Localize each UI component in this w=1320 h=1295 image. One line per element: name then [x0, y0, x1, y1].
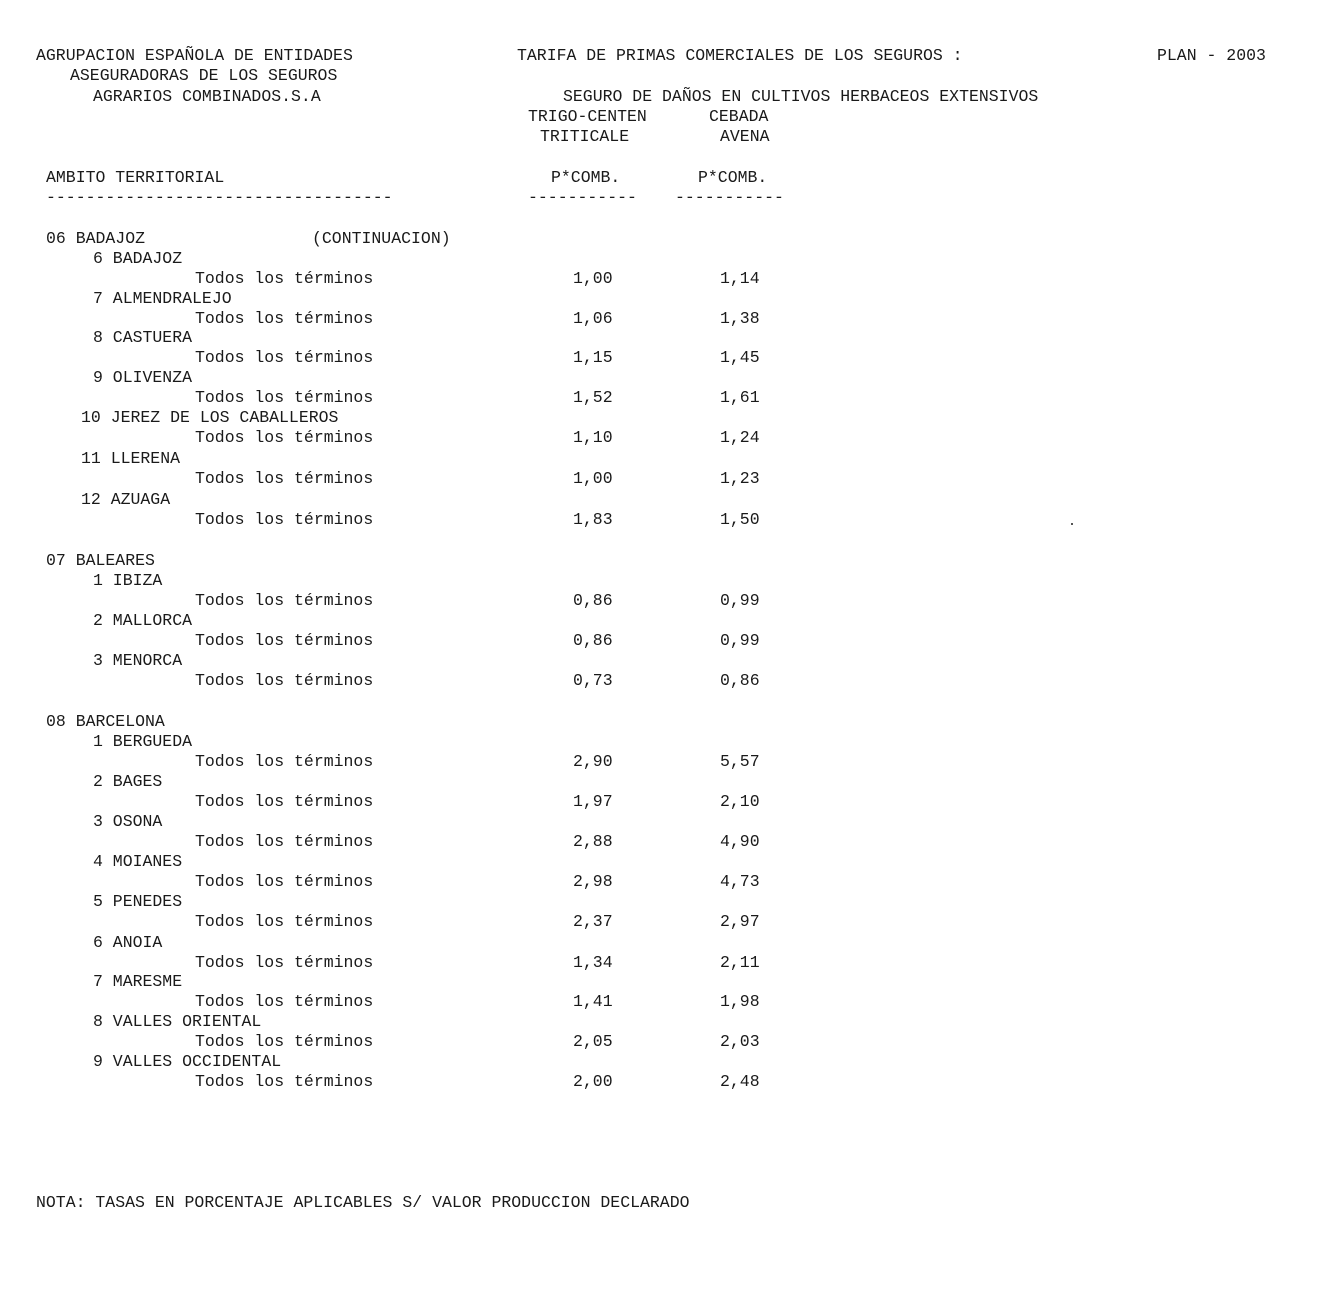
column-header-trigo: TRIGO-CENTEN: [528, 107, 647, 126]
value-trigo: 2,98: [573, 872, 613, 891]
comarca-name: 7 MARESME: [93, 972, 183, 991]
province-heading: 08 BARCELONA: [46, 712, 165, 731]
value-cebada: 2,03: [720, 1032, 760, 1051]
comarca-name: 1 IBIZA: [93, 571, 163, 590]
value-trigo: 2,37: [573, 912, 613, 931]
column-header-triticale: TRITICALE: [540, 127, 630, 146]
value-trigo: 2,88: [573, 832, 613, 851]
comarca-name: 2 MALLORCA: [93, 611, 193, 630]
value-trigo: 1,00: [573, 269, 613, 288]
comarca-name: 1 BERGUEDA: [93, 732, 193, 751]
comarca-name: 4 MOIANES: [93, 852, 183, 871]
comarca-name: 6 ANOIA: [93, 933, 163, 952]
table-row: [0, 309, 1320, 329]
value-trigo: 2,05: [573, 1032, 613, 1051]
value-trigo: 1,06: [573, 309, 613, 328]
value-cebada: 2,10: [720, 792, 760, 811]
comarca-name: 10 JEREZ DE LOS CABALLEROS: [81, 408, 339, 427]
value-trigo: 1,10: [573, 428, 613, 447]
term-label: Todos los términos: [195, 510, 374, 529]
province-heading: 06 BADAJOZ: [46, 229, 146, 248]
value-trigo: 1,41: [573, 992, 613, 1011]
rule-ambito: -----------------------------------: [46, 188, 393, 207]
value-cebada: 2,48: [720, 1072, 760, 1091]
plan-label: PLAN - 2003: [1157, 46, 1266, 65]
province-heading: 07 BALEARES: [46, 551, 155, 570]
table-row: [0, 469, 1320, 489]
value-cebada: 1,98: [720, 992, 760, 1011]
table-row: [0, 1032, 1320, 1052]
value-trigo: 1,83: [573, 510, 613, 529]
column-unit-2: P*COMB.: [698, 168, 768, 187]
term-label: Todos los términos: [195, 1072, 374, 1091]
value-cebada: 4,90: [720, 832, 760, 851]
comarca-name: 12 AZUAGA: [81, 490, 171, 509]
comarca-name: 7 ALMENDRALEJO: [93, 289, 232, 308]
rule-col1: -----------: [528, 188, 637, 207]
comarca-name: 9 VALLES OCCIDENTAL: [93, 1052, 282, 1071]
value-cebada: 2,11: [720, 953, 760, 972]
term-label: Todos los términos: [195, 591, 374, 610]
term-label: Todos los términos: [195, 469, 374, 488]
term-label: Todos los términos: [195, 671, 374, 690]
value-cebada: 1,50: [720, 510, 760, 529]
term-label: Todos los términos: [195, 832, 374, 851]
comarca-name: 9 OLIVENZA: [93, 368, 193, 387]
document-subtitle: SEGURO DE DAÑOS EN CULTIVOS HERBACEOS EXTENSIVOS: [563, 87, 1039, 106]
rule-col2: -----------: [675, 188, 784, 207]
column-header-avena: AVENA: [720, 127, 770, 146]
org-name-line3: AGRARIOS COMBINADOS.S.A: [93, 87, 321, 106]
comarca-name: 3 MENORCA: [93, 651, 183, 670]
value-trigo: 1,97: [573, 792, 613, 811]
value-cebada: 5,57: [720, 752, 760, 771]
org-name-line1: AGRUPACION ESPAÑOLA DE ENTIDADES: [36, 46, 353, 65]
scan-speck: [1071, 523, 1073, 525]
term-label: Todos los términos: [195, 309, 374, 328]
value-cebada: 4,73: [720, 872, 760, 891]
term-label: Todos los términos: [195, 752, 374, 771]
term-label: Todos los términos: [195, 1032, 374, 1051]
comarca-name: 3 OSONA: [93, 812, 163, 831]
table-row: [0, 388, 1320, 408]
value-trigo: 0,86: [573, 631, 613, 650]
comarca-name: 5 PENEDES: [93, 892, 183, 911]
table-row: [0, 912, 1320, 932]
value-cebada: 1,24: [720, 428, 760, 447]
table-row: [0, 591, 1320, 611]
term-label: Todos los términos: [195, 992, 374, 1011]
footer-note: NOTA: TASAS EN PORCENTAJE APLICABLES S/ VALOR PRODUCCION DECLARADO: [36, 1193, 690, 1212]
value-cebada: 1,38: [720, 309, 760, 328]
table-row: [0, 1072, 1320, 1092]
table-row: [0, 832, 1320, 852]
value-cebada: 1,23: [720, 469, 760, 488]
term-label: Todos los términos: [195, 872, 374, 891]
value-trigo: 1,15: [573, 348, 613, 367]
value-cebada: 1,14: [720, 269, 760, 288]
term-label: Todos los términos: [195, 792, 374, 811]
value-trigo: 1,00: [573, 469, 613, 488]
value-cebada: 0,99: [720, 631, 760, 650]
term-label: Todos los términos: [195, 428, 374, 447]
document-title: TARIFA DE PRIMAS COMERCIALES DE LOS SEGUROS :: [517, 46, 963, 65]
term-label: Todos los términos: [195, 631, 374, 650]
term-label: Todos los términos: [195, 953, 374, 972]
comarca-name: 6 BADAJOZ: [93, 249, 183, 268]
comarca-name: 8 CASTUERA: [93, 328, 193, 347]
table-row: [0, 752, 1320, 772]
table-row: [0, 953, 1320, 973]
table-row: [0, 510, 1320, 530]
comarca-name: 11 LLERENA: [81, 449, 181, 468]
table-row: [0, 992, 1320, 1012]
value-trigo: 0,86: [573, 591, 613, 610]
value-cebada: 2,97: [720, 912, 760, 931]
table-row: [0, 428, 1320, 448]
value-cebada: 0,86: [720, 671, 760, 690]
table-row: [0, 631, 1320, 651]
value-trigo: 0,73: [573, 671, 613, 690]
term-label: Todos los términos: [195, 388, 374, 407]
term-label: Todos los términos: [195, 348, 374, 367]
table-row: [0, 348, 1320, 368]
value-trigo: 2,00: [573, 1072, 613, 1091]
value-cebada: 0,99: [720, 591, 760, 610]
value-trigo: 1,34: [573, 953, 613, 972]
comarca-name: 2 BAGES: [93, 772, 163, 791]
comarca-name: 8 VALLES ORIENTAL: [93, 1012, 262, 1031]
table-row: [0, 269, 1320, 289]
term-label: Todos los términos: [195, 269, 374, 288]
table-row: [0, 872, 1320, 892]
org-name-line2: ASEGURADORAS DE LOS SEGUROS: [70, 66, 338, 85]
column-header-cebada: CEBADA: [709, 107, 769, 126]
term-label: Todos los términos: [195, 912, 374, 931]
value-cebada: 1,61: [720, 388, 760, 407]
table-row: [0, 792, 1320, 812]
value-trigo: 1,52: [573, 388, 613, 407]
table-row: [0, 671, 1320, 691]
value-trigo: 2,90: [573, 752, 613, 771]
column-unit-1: P*COMB.: [551, 168, 621, 187]
continuation-note: (CONTINUACION): [312, 229, 451, 248]
value-cebada: 1,45: [720, 348, 760, 367]
ambito-header: AMBITO TERRITORIAL: [46, 168, 225, 187]
